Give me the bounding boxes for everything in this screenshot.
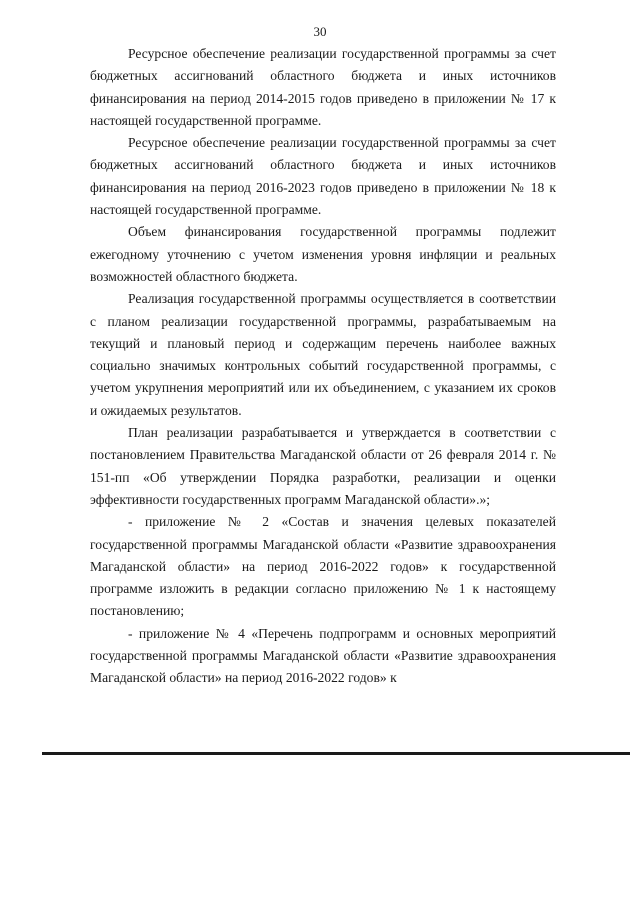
document-body bbox=[90, 43, 556, 690]
page-number: 30 bbox=[313, 24, 327, 39]
paragraph-program-implementation: Реализация государственной программы осуществляется в соответствии с планом реализации государственной программы, разрабатываемым на текущий и плановый период и содержащим перечень наиболее важных социально значимых контрольных событий государственной программы, с учетом укрупнения мероприятий или их объединением, с указанием их сроков и ожидаемых результатов. bbox=[90, 291, 556, 418]
paragraph-appendix-4: - приложение № 4 «Перечень подпрограмм и основных мероприятий государственной программы Магаданской области «Развитие здравоохранения Магаданской области» на период 2016-2022 годов» к bbox=[90, 625, 556, 686]
paragraph-appendix-2: - приложение № 2 «Состав и значения целевых показателей государственной программы Магаданской области «Развитие здравоохранения Магаданской области» на период 2016-2022 годов» к государственной программе изложить в редакции согласно приложению № 1 к настоящему постановлению; bbox=[90, 514, 556, 619]
page-bottom-divider bbox=[42, 752, 630, 755]
paragraph-implementation-plan: План реализации разрабатывается и утверждается в соответствии с постановлением Правительства Магаданской области от 26 февраля 2014 г. № 151-пп «Об утверждении Порядка разработки, реализации и оценки эффективности государственных программ Магаданской области».»; bbox=[90, 425, 556, 507]
paragraph-financing-volume: Объем финансирования государственной программы подлежит ежегодному уточнению с учетом изменения уровня инфляции и реальных возможностей областного бюджета. bbox=[90, 224, 556, 284]
paragraph-resource-2014-2015: Ресурсное обеспечение реализации государственной программы за счет бюджетных ассигнований областного бюджета и иных источников финансирования на период 2014-2015 годов приведено в приложении № 17 к настоящей государственной программе. bbox=[90, 46, 556, 128]
paragraph-resource-2016-2023: Ресурсное обеспечение реализации государственной программы за счет бюджетных ассигнований областного бюджета и иных источников финансирования на период 2016-2023 годов приведено в приложении № 18 к настоящей государственной программе. bbox=[90, 135, 556, 218]
